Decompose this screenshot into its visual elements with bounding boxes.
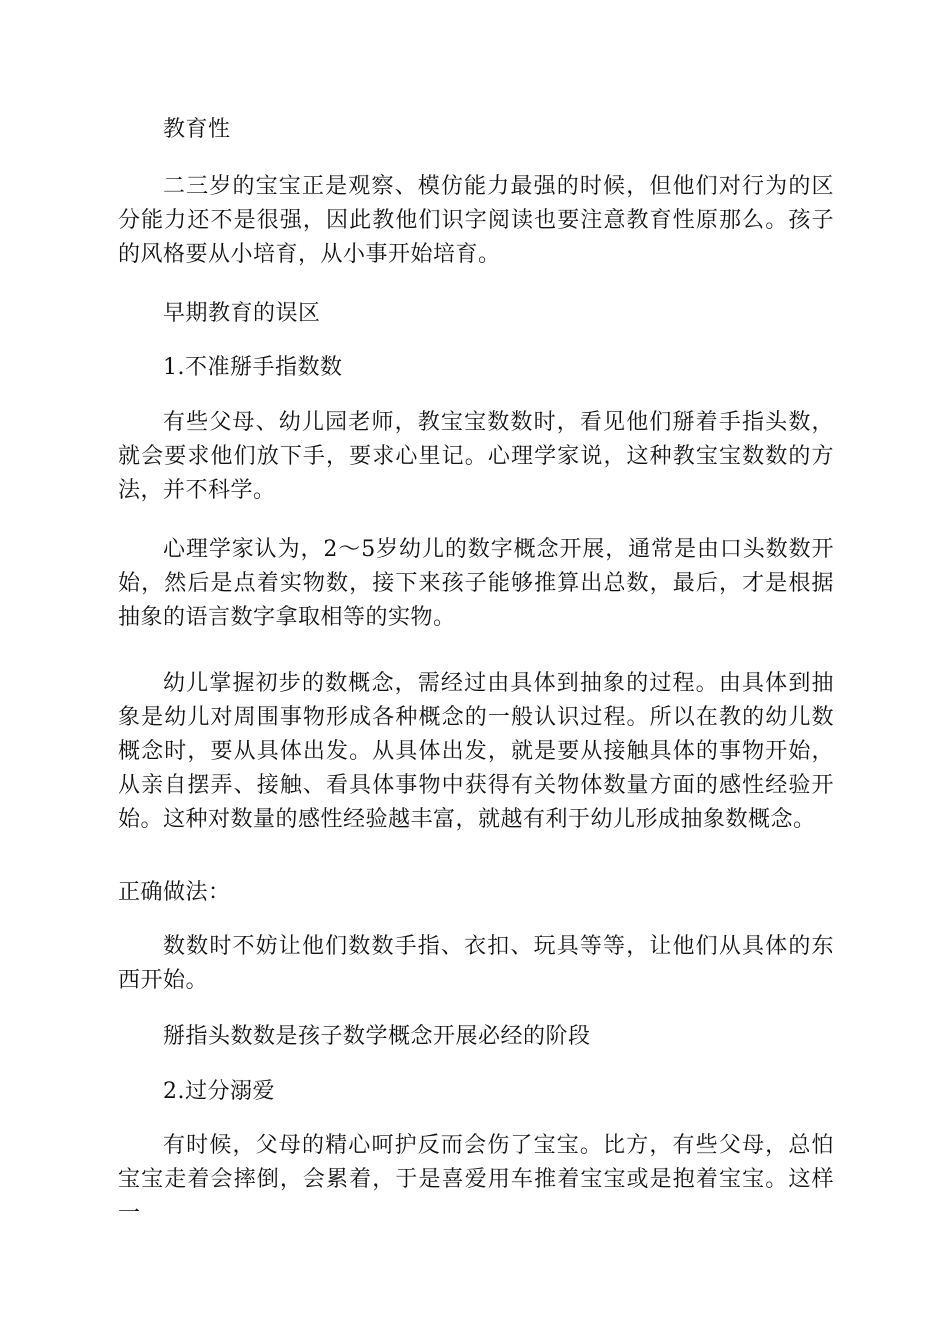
heading-correct-method: 正确做法： xyxy=(118,880,231,905)
paragraph-concrete-to-abstract: 幼儿掌握初步的数概念，需经过由具体到抽象的过程。由具体到抽象是幼儿对周围事物形成各种概念的一般认识过程。所以在教的幼儿数概念时，要从具体出发。从具体出发，就是要从接触具体的事物开始，从亲自摆弄、接触、看具体事物中获得有关物体数量方面的感性经验开始。这种对数量的感性经验越丰富，就越有利于幼儿形成抽象数概念。 xyxy=(118,671,834,832)
paragraph-necessary-stage: 掰指头数数是孩子数学概念开展必经的阶段 xyxy=(163,1024,591,1049)
heading-overindulgence: 2.过分溺爱 xyxy=(163,1079,275,1104)
paragraph-correct-method: 数数时不妨让他们数数手指、衣扣、玩具等等，让他们从具体的东西开始。 xyxy=(118,934,834,993)
paragraph-overindulgence: 有时候，父母的精心呵护反而会伤了宝宝。比方，有些父母，总怕宝宝走着会摔倒，会累着，于是喜爱用车推着宝宝或是抱着宝宝。这样一 xyxy=(118,1133,834,1226)
paragraph-psychologist-view: 心理学家认为，2～5岁幼儿的数字概念开展，通常是由口头数数开始，然后是点着实物数，接下来孩子能够推算出总数，最后，才是根据抽象的语言数字拿取相等的实物。 xyxy=(118,537,834,630)
paragraph-educational-body: 二三岁的宝宝正是观察、模仿能力最强的时候，但他们对行为的区分能力还不是很强，因此教他们识字阅读也要注意教育性原那么。孩子的风格要从小培育，从小事开始培育。 xyxy=(118,174,834,267)
paragraph-finger-counting: 有些父母、幼儿园老师，教宝宝数数时，看见他们掰着手指头数，就会要求他们放下手，要求心里记。心理学家说，这种教宝宝数数的方法，并不科学。 xyxy=(118,410,834,503)
heading-educational: 教育性 xyxy=(163,117,231,142)
heading-finger-counting: 1.不准掰手指数数 xyxy=(163,355,343,380)
heading-early-education-misconceptions: 早期教育的误区 xyxy=(163,301,321,326)
